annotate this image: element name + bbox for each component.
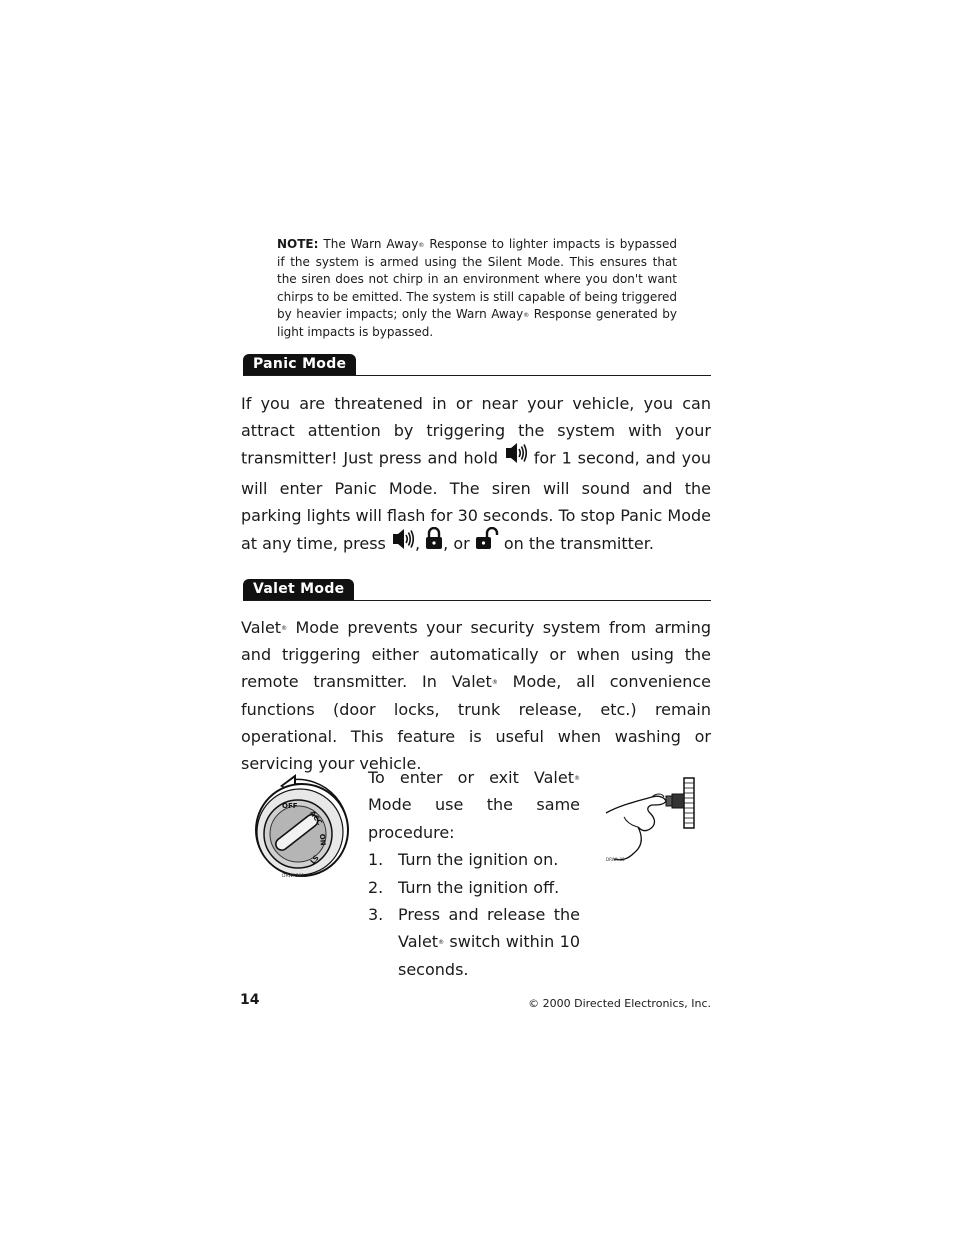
- registered-mark: ®: [523, 312, 530, 319]
- panic-speaker-icon: [504, 442, 528, 472]
- registered-mark: ®: [281, 625, 288, 632]
- valet-procedure: [368, 764, 580, 983]
- procedure-step: 1. Turn the ignition on.: [368, 850, 559, 870]
- registered-mark: ®: [438, 939, 445, 947]
- procedure-intro: To enter or exit Valet® Mode use the same procedure:: [368, 768, 580, 842]
- ignition-label-off: OFF: [282, 802, 298, 810]
- ignition-label-on: ON: [317, 833, 327, 846]
- panic-speaker-icon: [391, 528, 415, 558]
- registered-mark: ®: [574, 775, 580, 782]
- procedure-step: 2. Turn the ignition off.: [368, 877, 560, 897]
- panic-mode-paragraph: If you are threatened in or near your vehicle, you can attract attention by triggering the system with your transmitter! Just press and hold for 1 second, and you will enter Panic Mode. The siren will sound and the parking lights will flash for 30 seconds. To stop Panic Mode at any time, press , , or on the transmitter.: [241, 390, 711, 560]
- registered-mark: ®: [418, 242, 425, 249]
- section-divider: [243, 600, 711, 601]
- registered-mark: ®: [491, 679, 498, 687]
- note-paragraph: NOTE: The Warn Away® Response to lighter impacts is bypassed if the system is armed using the Silent Mode. This ensures that the siren does not chirp in an environment where you don't want chirps to be emitted. The system is still capable of being triggered by heavier impacts; only the Warn Away® Response generated by light impacts is bypassed.: [277, 237, 678, 339]
- unlock-icon: [475, 527, 499, 558]
- hand-figure-code: DRWA-05: [606, 857, 625, 862]
- page-number: 14: [240, 992, 260, 1008]
- ignition-figure-code: DRWA161: [282, 874, 305, 879]
- lock-icon: [425, 527, 443, 558]
- valet-mode-paragraph: Valet® Mode prevents your security system from arming and triggering either automatically or when using the remote transmitter. In Valet® Mode, all convenience functions (door locks, trunk release, etc.) remain operational. This feature is useful when washing or servicing your vehicle.: [241, 618, 712, 774]
- ignition-switch-illustration: [252, 770, 356, 880]
- ignition-label-acc: ACC: [308, 809, 324, 827]
- section-divider: [243, 375, 711, 376]
- copyright-notice: © 2000 Directed Electronics, Inc.: [528, 997, 711, 1010]
- valet-switch-hand-illustration: [600, 775, 700, 865]
- valet-mode-heading: Valet Mode: [243, 579, 354, 600]
- panic-mode-heading: Panic Mode: [243, 354, 356, 375]
- procedure-step: 3. Press and release the Valet® switch within 10 seconds.: [368, 905, 580, 979]
- ignition-label-st: ST: [307, 853, 320, 866]
- procedure-steps: [368, 846, 580, 983]
- note-label: NOTE:: [277, 237, 319, 251]
